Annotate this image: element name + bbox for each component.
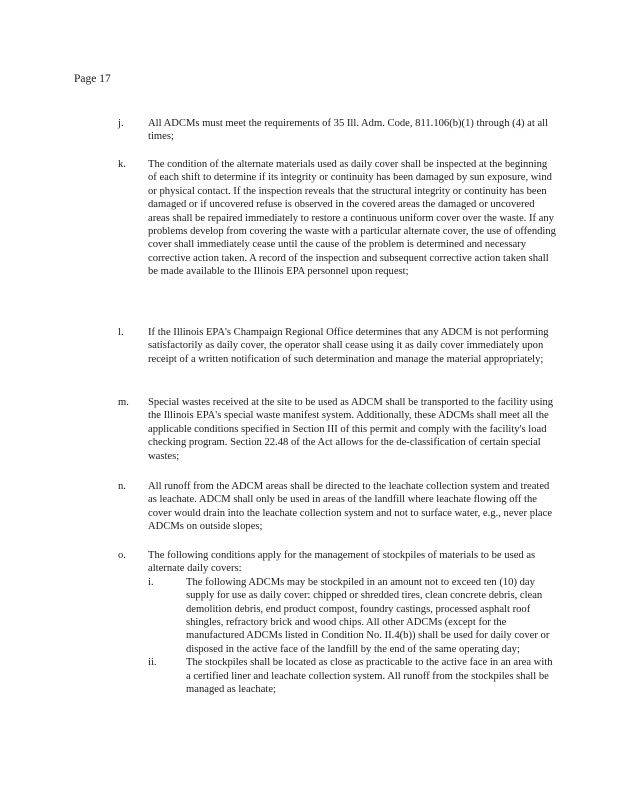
page-number: Page 17	[74, 73, 111, 85]
item-text: Special wastes received at the site to be used as ADCM shall be transported to the facility using the Illinois EPA's special waste manifest system. Additionally, these ADCMs shall meet all the applicable conditions specified in Section III of this permit and comply with the facility's load checking program. Section 22.48 of the Act allows for the de-classification of certain special wastes;	[148, 397, 554, 462]
subitem-numeral: i.	[148, 576, 154, 588]
item-letter: k.	[118, 159, 126, 170]
condition-item-l	[118, 326, 558, 366]
item-text: All ADCMs must meet the requirements of 35 Ill. Adm. Code, 811.106(b)(1) through (4) at all times;	[148, 118, 549, 143]
subitem-ii	[148, 656, 558, 696]
condition-item-n	[118, 480, 558, 534]
condition-item-k	[118, 158, 558, 279]
item-letter: m.	[118, 397, 129, 408]
item-letter: o.	[118, 550, 126, 561]
item-text: If the Illinois EPA's Champaign Regional Office determines that any ADCM is not performing satisfactorily as daily cover, the operator shall cease using it as daily cover immediately upon receipt of a written notification of such determination and manage the material appropriately;	[148, 327, 549, 365]
item-letter: n.	[118, 481, 126, 492]
condition-item-o	[118, 549, 558, 696]
subitem-numeral: ii.	[148, 657, 157, 669]
condition-item-j	[118, 117, 558, 144]
condition-item-m	[118, 396, 558, 463]
item-text: All runoff from the ADCM areas shall be directed to the leachate collection system and treated as leachate. ADCM shall only be used in areas of the landfill where leachate flowing off the cover would drain into the leachate collection system and not to surface water, e.g., never place ADCMs on outside slopes;	[148, 481, 553, 533]
item-text: The condition of the alternate materials used as daily cover shall be inspected at the beginning of each shift to determine if its integrity or continuity has been damaged by sun exposure, wind or physical contact. If the inspection reveals that the structural integrity or continuity has been damaged or if uncovered refuse is observed in the covered areas the damaged or uncovered areas shall be repaired immediately to restore a continuous uniform cover over the waste. If any problems develop from covering the waste with a particular alternate cover, the use of offending cover shall immediately cease until the cause of the problem is determined and necessary corrective action taken. A record of the inspection and subsequent corrective action taken shall be made available to the Illinois EPA personnel upon request;	[148, 159, 556, 278]
subitem-text: The following ADCMs may be stockpiled in an amount not to exceed ten (10) day supply for use as daily cover: chipped or shredded tires, clean concrete debris, clean demolition debris, end product compost, foundry castings, processed asphalt roof shingles, refractory brick and wood chips. All other ADCMs (except for the manufactured ADCMs listed in Condition No. II.4(b)) shall be used for daily cover or disposed in the active face of the landfill by the end of the same operating day;	[186, 576, 550, 655]
item-text: The following conditions apply for the management of stockpiles of materials to be used as alternate daily covers:	[148, 550, 536, 575]
item-letter: l.	[118, 327, 124, 338]
item-body	[148, 549, 558, 696]
item-letter: j.	[118, 118, 124, 129]
subitem-i	[148, 576, 558, 656]
subitem-text: The stockpiles shall be located as close as practicable to the active face in an area with a certified liner and leachate collection system. All runoff from the stockpiles shall be managed as leachate;	[186, 657, 553, 696]
